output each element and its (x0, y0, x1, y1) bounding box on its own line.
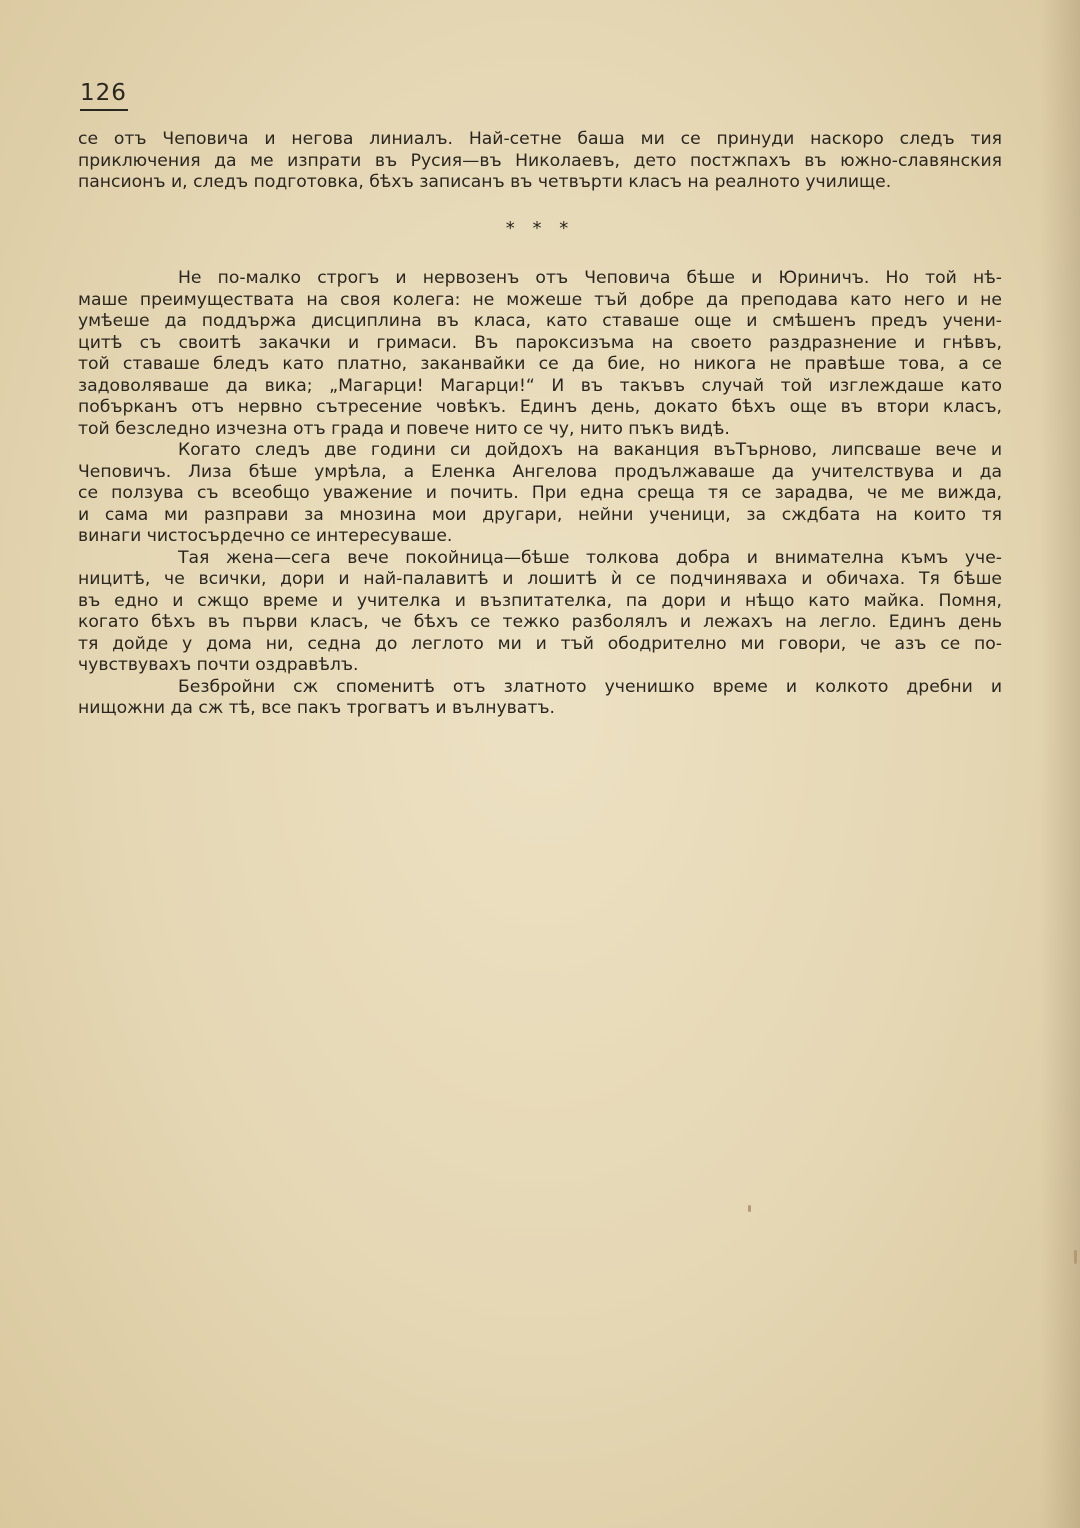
paragraph-continuation (78, 129, 1002, 194)
text-line: умѣеше да поддържа дисциплина въ класа, като ставаше още и смѣшенъ предъ учени- (78, 311, 1002, 331)
text-line: тя дойде у дома ни, седна до леглото ми и тъй ободрително ми говори, че азъ се по- (78, 633, 1002, 654)
text-line: Когато следъ две години си дойдохъ на ваканция въТърново, липсваше вече и (178, 440, 1002, 460)
text-line: Чеповичъ. Лиза бѣше умрѣла, а Еленка Ангелова продължаваше да учителствува и да (78, 461, 1002, 482)
text-line: задоволяваше да вика; „Магарци! Магарци!“ И въ такъвъ случай той изглеждаше като (78, 375, 1002, 396)
text-line: той ставаше бледъ като платно, заканвайки се да бие, но никога не правѣше това, а се (78, 354, 1002, 374)
text-line: той безследно изчезна отъ града и повече нито се чу, нито пъкъ видѣ. (78, 418, 730, 439)
text-line: и сама ми разправи за мнозина мои другари, нейни ученици, за сждбата на които тя (78, 504, 1002, 525)
paper-speck (1074, 1250, 1077, 1264)
paper-speck (748, 1205, 751, 1212)
text-line: се ползува съ всеобщо уважение и почить. При една среща тя се зарадва, че ме вижда, (78, 483, 1002, 503)
main-text (78, 268, 1002, 720)
text-line: приключения да ме изпрати въ Русия—въ Николаевъ, дето постжпахъ въ южно-славянския (78, 150, 1002, 171)
text-line: цитѣ съ своитѣ закачки и гримаси. Въ пароксизъма на своето раздразнение и гнѣвъ, (78, 332, 1002, 353)
text-line: нищожни да сж тѣ, все пакъ трогватъ и вълнуватъ. (78, 698, 555, 718)
text-line: когато бѣхъ въ първи класъ, че бѣхъ се тежко разболялъ и лежахъ на легло. Единъ день (78, 612, 1002, 632)
text-line: въ едно и сжщо време и учителка и възпитателка, па дори и нѣщо като майка. Помня, (78, 590, 1002, 611)
text-line: се отъ Чеповича и негова линиалъ. Най-сетне баша ми се принуди наскоро следъ тия (78, 129, 1002, 149)
section-separator: * * * (505, 218, 575, 239)
text-line: маше преимуществата на своя колега: не можеше тъй добре да преподава като него и не (78, 289, 1002, 310)
text-line: ницитѣ, че всички, дори и най-палавитѣ и лошитѣ ѝ се подчиняваха и обичаха. Тя бѣше (78, 569, 1002, 589)
page-number: 126 (80, 80, 128, 111)
text-line: Тая жена—сега вече покойница—бѣше толкова добра и внимателна къмъ уче- (178, 547, 1002, 568)
text-line: чувствувахъ почти оздравѣлъ. (78, 655, 359, 675)
text-line: Не по-малко строгъ и нервозенъ отъ Чеповича бѣше и Юриничъ. Но той нѣ- (178, 268, 1002, 288)
text-line: винаги чистосърдечно се интересуваше. (78, 526, 453, 546)
text-line: Безбройни сж споменитѣ отъ златното ученишко време и колкото дребни и (178, 676, 1002, 697)
text-line: побърканъ отъ нервно сътресение човѣкъ. Единъ день, докато бѣхъ още въ втори класъ, (78, 397, 1002, 417)
text-line: пансионъ и, следъ подготовка, бѣхъ записанъ въ четвърти класъ на реалното училище. (78, 172, 892, 192)
